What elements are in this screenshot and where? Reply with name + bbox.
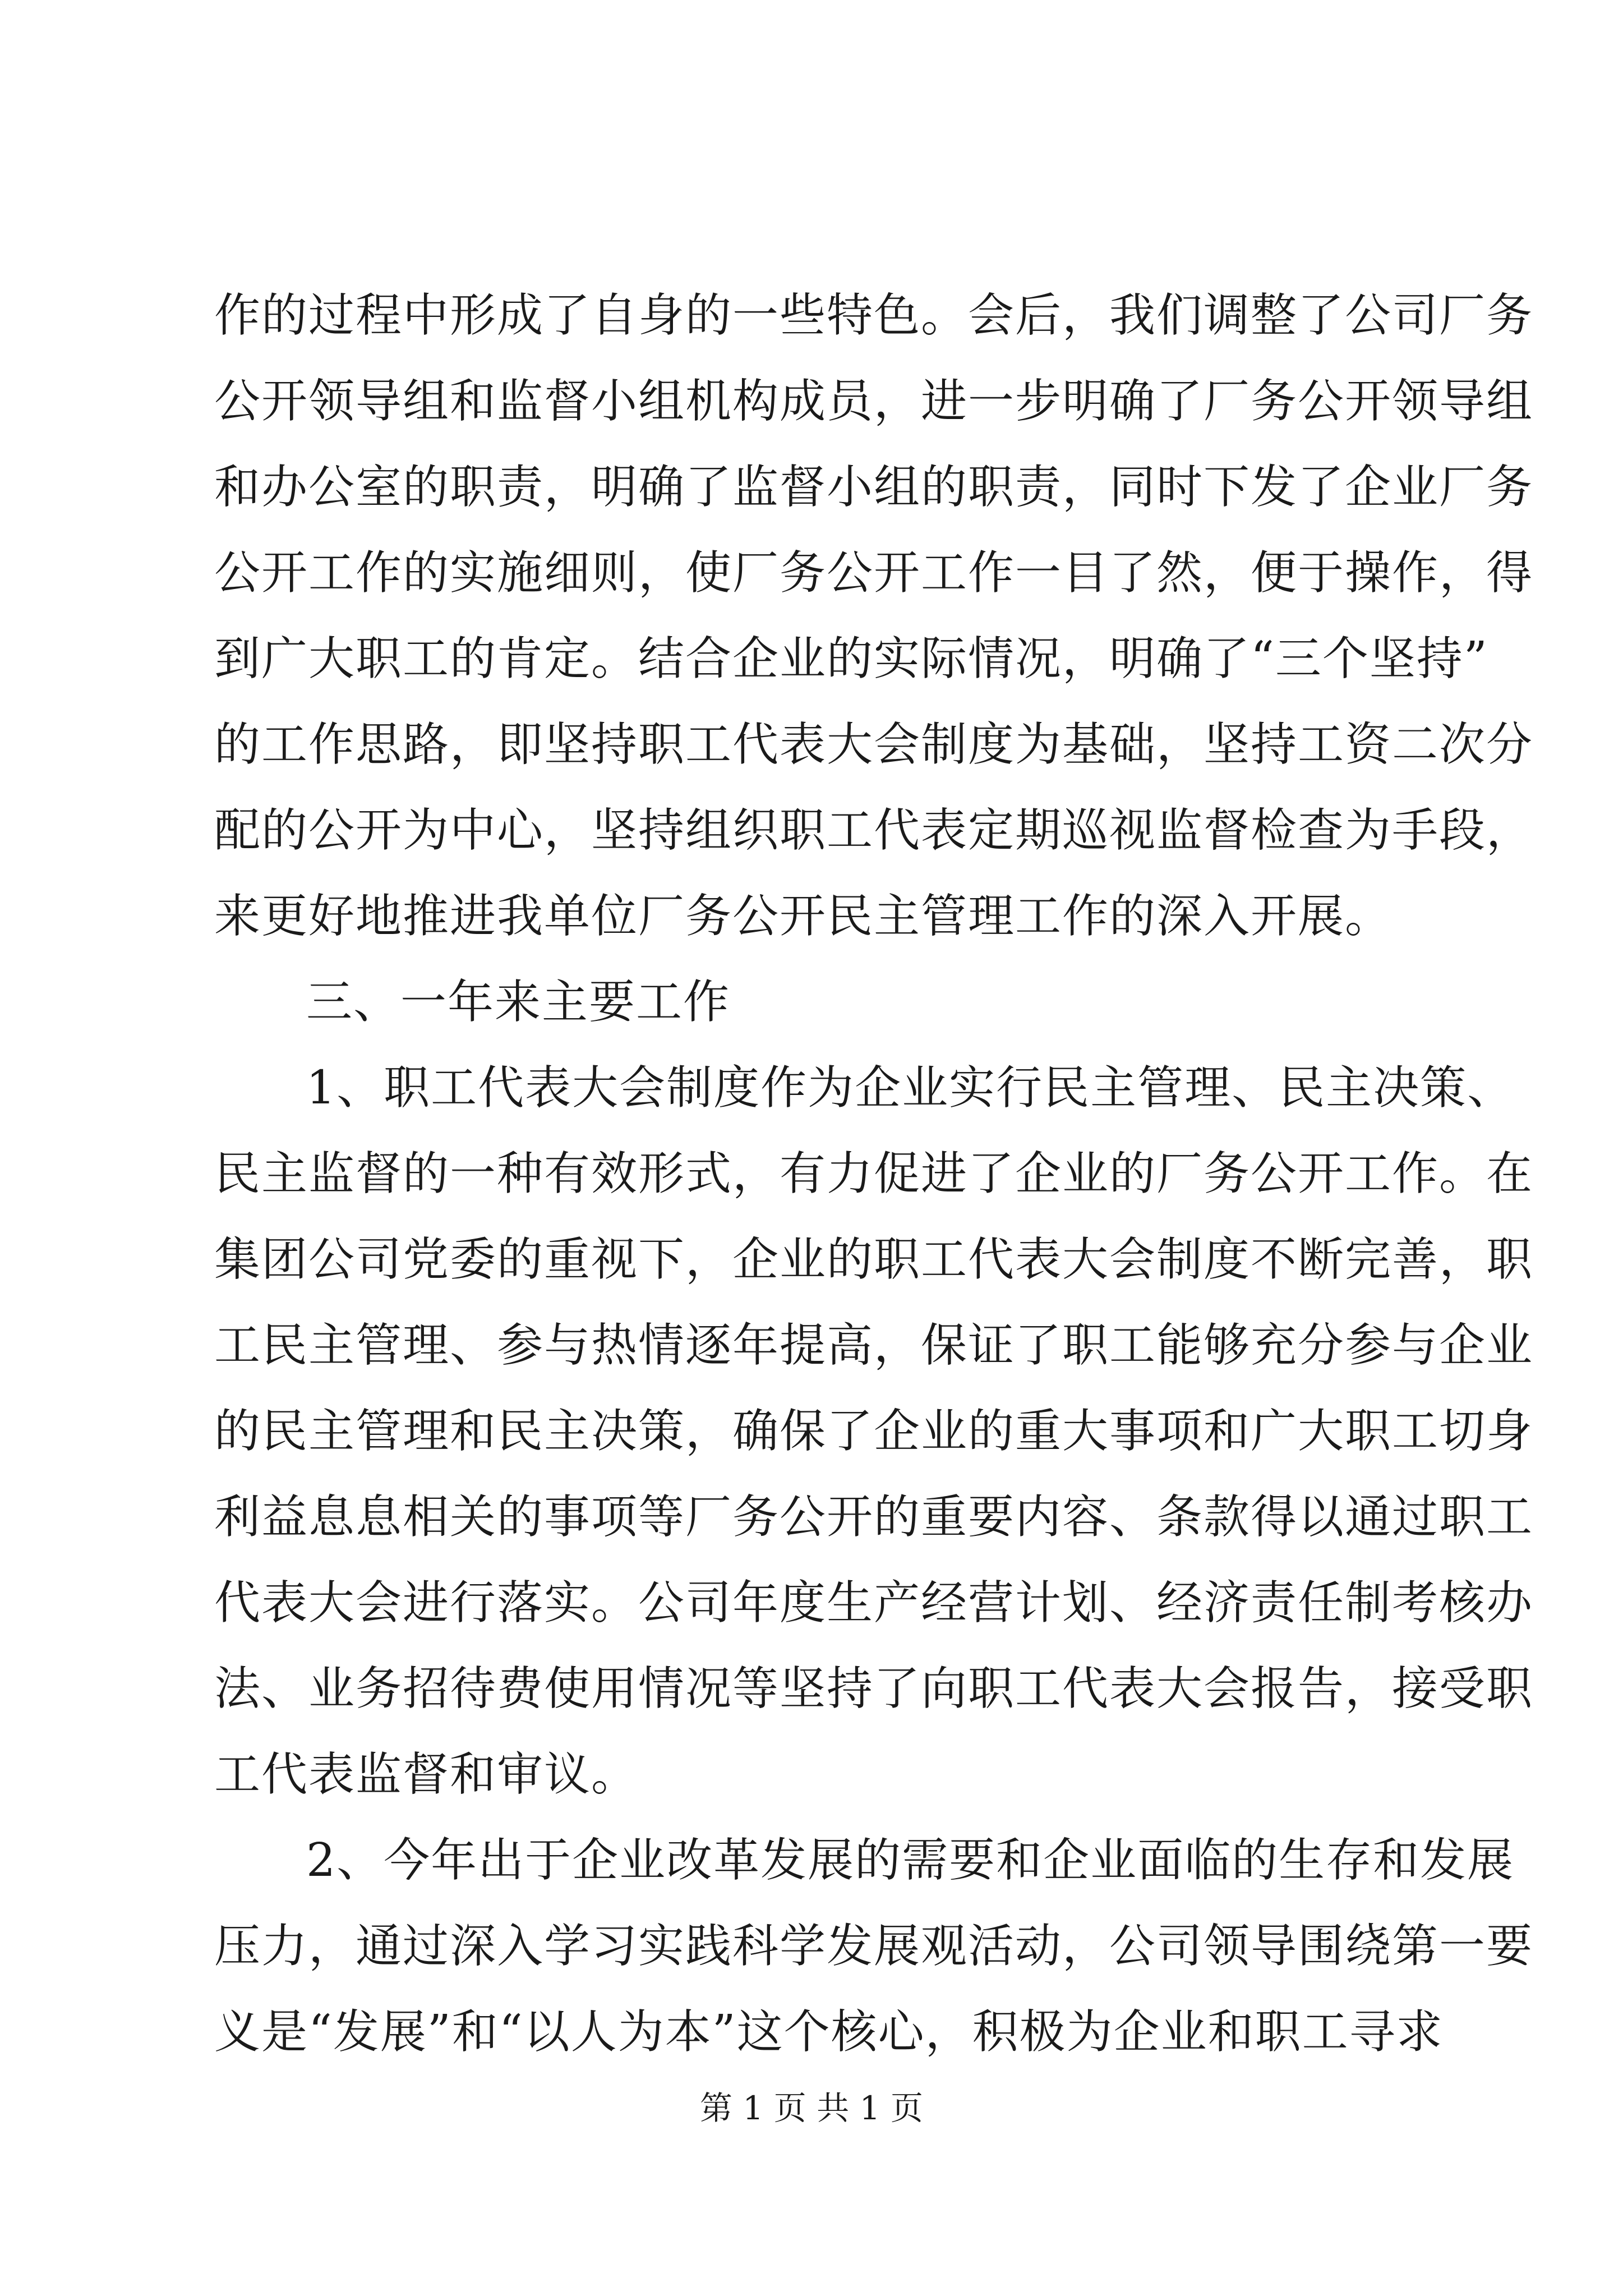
body-text-line: 集团公司党委的重视下，企业的职工代表大会制度不断完善，职 xyxy=(214,1233,1534,1286)
paragraph-first-line: 2、今年出于企业改革发展的需要和企业面临的生存和发展 xyxy=(306,1834,1515,1887)
body-text-line: 和办公室的职责，明确了监督小组的职责，同时下发了企业厂务 xyxy=(214,461,1534,514)
body-text-line: 利益息息相关的事项等厂务公开的重要内容、条款得以通过职工 xyxy=(214,1490,1534,1544)
body-text-line: 法、业务招待费使用情况等坚持了向职工代表大会报告，接受职 xyxy=(214,1662,1534,1715)
page-footer: 第 1 页 共 1 页 xyxy=(700,2089,923,2127)
body-text-line: 来更好地推进我单位厂务公开民主管理工作的深入开展。 xyxy=(214,890,1393,943)
body-text-line: 作的过程中形成了自身的一些特色。会后，我们调整了公司厂务 xyxy=(214,289,1534,342)
body-text-line: 民主监督的一种有效形式，有力促进了企业的厂务公开工作。在 xyxy=(214,1147,1534,1200)
body-text-line: 配的公开为中心，坚持组织职工代表定期巡视监督检查为手段， xyxy=(214,804,1534,857)
body-text-line: 的民主管理和民主决策，确保了企业的重大事项和广大职工切身 xyxy=(214,1405,1534,1458)
body-text-line: 的工作思路，即坚持职工代表大会制度为基础，坚持工资二次分 xyxy=(214,718,1534,771)
body-text-line: 到广大职工的肯定。结合企业的实际情况，明确了“三个坚持” xyxy=(214,632,1488,685)
body-text-line: 代表大会进行落实。公司年度生产经营计划、经济责任制考核办 xyxy=(214,1576,1534,1630)
body-text-line: 工民主管理、参与热情逐年提高，保证了职工能够充分参与企业 xyxy=(214,1319,1534,1372)
body-text-line: 工代表监督和审议。 xyxy=(214,1748,639,1801)
section-heading: 三、一年来主要工作 xyxy=(306,976,731,1029)
paragraph-first-line: 1、职工代表大会制度作为企业实行民主管理、民主决策、 xyxy=(306,1061,1515,1115)
body-text-line: 公开领导组和监督小组机构成员，进一步明确了厂务公开领导组 xyxy=(214,375,1534,428)
body-text-line: 义是“发展”和“以人为本”这个核心，积极为企业和职工寻求 xyxy=(214,2005,1444,2059)
body-text-line: 公开工作的实施细则，使厂务公开工作一目了然，便于操作，得 xyxy=(214,546,1534,600)
body-text-line: 压力，通过深入学习实践科学发展观活动，公司领导围绕第一要 xyxy=(214,1920,1534,1973)
